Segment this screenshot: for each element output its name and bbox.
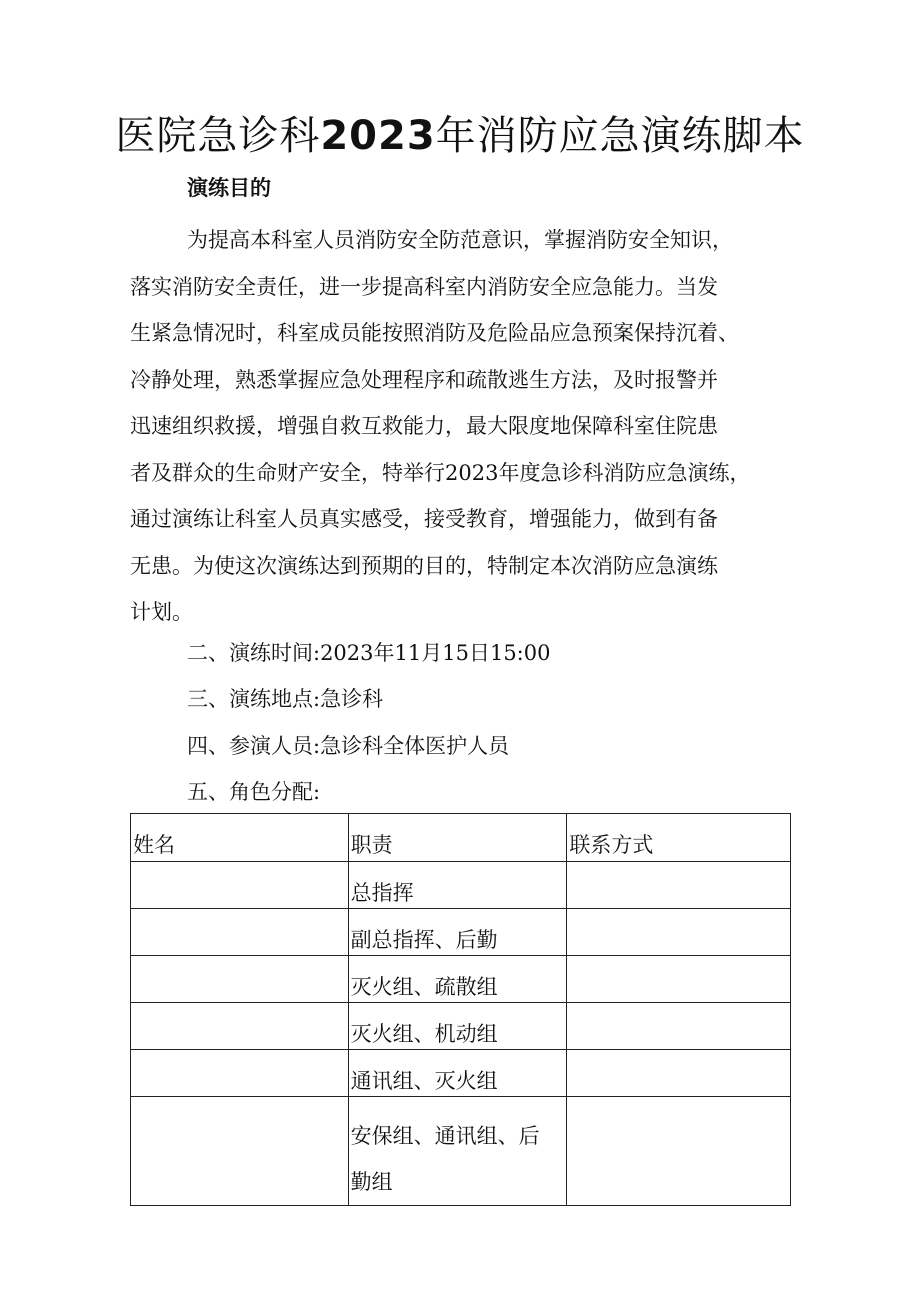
header-contact: 联系方式	[567, 814, 791, 862]
cell-name	[131, 862, 349, 909]
table-row	[131, 1097, 791, 1206]
paragraph-line: 生紧急情况时，科室成员能按照消防及危险品应急预案保持沉着、	[130, 321, 739, 345]
cell-duty: 灭火组、疏散组	[348, 956, 567, 1003]
cell-contact	[567, 1097, 791, 1206]
cell-name	[131, 909, 349, 956]
paragraph-line: 无患。为使这次演练达到预期的目的，特制定本次消防应急演练	[130, 553, 718, 578]
cell-duty: 灭火组、机动组	[348, 1003, 567, 1050]
paragraph-line: 为提高本科室人员消防安全防范意识，掌握消防安全知识，	[187, 228, 733, 252]
cell-duty: 通讯组、灭火组	[348, 1050, 567, 1097]
cell-name	[131, 1003, 349, 1050]
table-row	[131, 1050, 791, 1097]
paragraph-line: 冷静处理，熟悉掌握应急处理程序和疏散逃生方法，及时报警并	[130, 367, 718, 392]
cell-name	[131, 956, 349, 1003]
cell-name	[131, 1097, 349, 1206]
roles-heading: 五、角色分配:	[187, 780, 321, 804]
cell-contact	[567, 956, 791, 1003]
table-row	[131, 862, 791, 909]
cell-name	[131, 1050, 349, 1097]
purpose-paragraph	[130, 217, 792, 636]
table-row	[131, 909, 791, 956]
paragraph-line: 计划。	[130, 600, 193, 624]
header-duty: 职责	[348, 814, 567, 862]
title-prefix: 医院急诊科	[115, 113, 321, 159]
header-name: 姓名	[131, 814, 349, 862]
cell-duty	[348, 1097, 567, 1206]
title-suffix: 年消防应急演练脚本	[435, 113, 805, 159]
roles-table	[130, 813, 791, 1206]
cell-duty: 副总指挥、后勤	[348, 909, 567, 956]
paragraph-line: 迅速组织救援，增强自救互救能力，最大限度地保障科室住院患	[130, 414, 718, 438]
cell-contact	[567, 1050, 791, 1097]
cell-contact	[567, 909, 791, 956]
paragraph-line: 通过演练让科室人员真实感受，接受教育，增强能力，做到有备	[130, 507, 718, 531]
table-header-row	[131, 814, 791, 862]
paragraph-line: 者及群众的生命财产安全，特举行2023年度急诊科消防应急演练，	[130, 460, 751, 485]
paragraph-line: 落实消防安全责任，进一步提高科室内消防安全应急能力。当发	[130, 274, 718, 299]
document-title	[0, 108, 920, 164]
cell-duty-line: 安保组、通讯组、后	[350, 1124, 540, 1148]
drill-place: 三、演练地点:急诊科	[187, 687, 384, 711]
drill-participants: 四、参演人员:急诊科全体医护人员	[187, 734, 510, 758]
title-year: 2023	[320, 113, 436, 159]
cell-contact	[567, 862, 791, 909]
drill-time: 二、演练时间:2023年11月15日15:00	[187, 641, 551, 665]
cell-duty-line: 勤组	[350, 1170, 393, 1194]
table-row	[131, 956, 791, 1003]
cell-contact	[567, 1003, 791, 1050]
purpose-heading: 演练目的	[187, 176, 271, 200]
table-row	[131, 1003, 791, 1050]
cell-duty: 总指挥	[348, 862, 567, 909]
